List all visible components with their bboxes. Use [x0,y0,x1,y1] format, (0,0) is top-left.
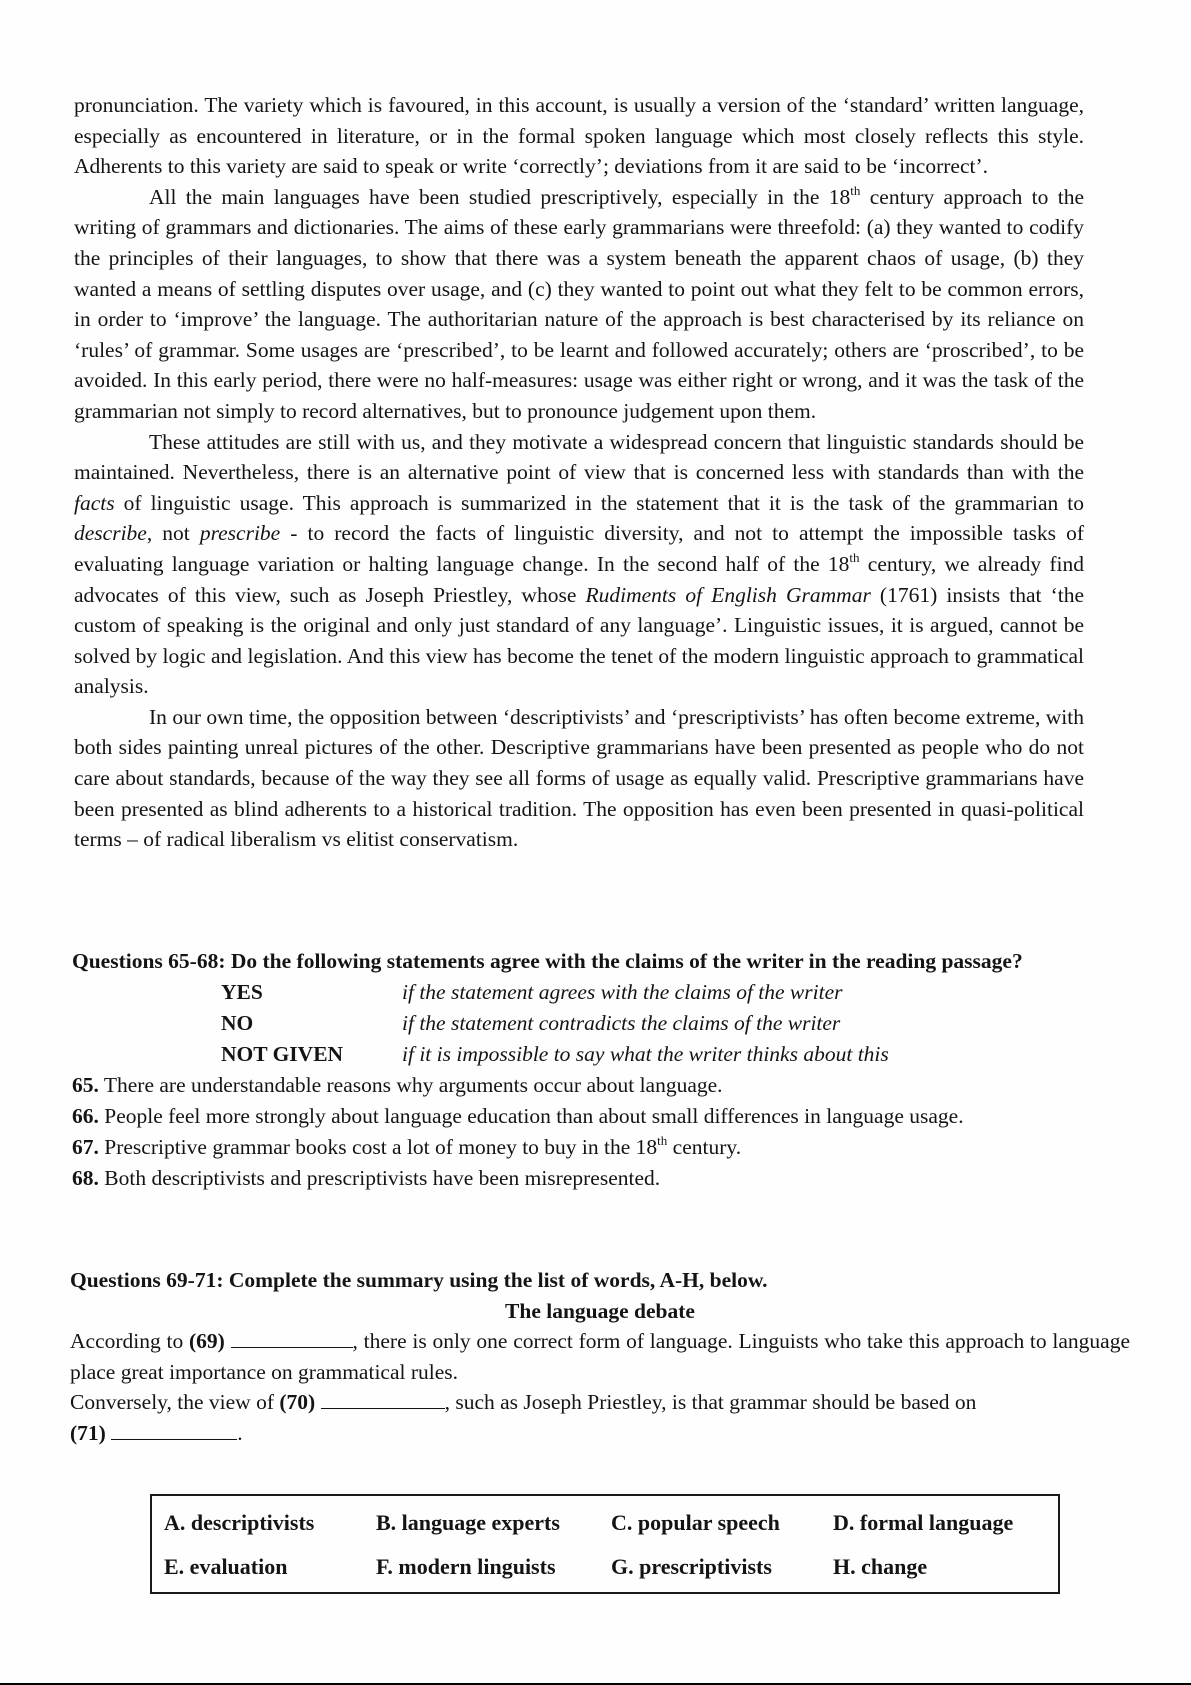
emphasized-text: facts [74,490,115,515]
paragraph-text: (1761) insists that ‘the custom of speaking is the original and only just standard of any language’. Linguistic issues, it is argued, cannot be solved by logic and legislation. And this view has become the tenet of the modern linguistic approach to grammatical analysis. [74,582,1084,699]
statement-number: 65. [72,1072,99,1097]
statement-68 [72,1163,1132,1194]
answer-blank-71[interactable] [111,1419,237,1440]
legend-key: YES [221,979,263,1004]
paragraph-text: century, we already find advocates of this view, such as Joseph Priestley, whose [74,551,1084,607]
questions-69-71-heading: Questions 69-71: Complete the summary using the list of words, A-H, below. [70,1268,768,1292]
paragraph-text: of linguistic usage. This approach is summarized in the statement that it is the task of the grammarian to [114,490,1084,515]
word-option-a: A. descriptivists [164,1510,315,1535]
word-option-f: F. modern linguists [376,1554,556,1579]
word-option-g: G. prescriptivists [611,1554,772,1579]
statement-number: 66. [72,1103,99,1128]
statement-65 [72,1070,1132,1101]
legend-row-not-given [221,1039,1132,1070]
legend-row-no [221,1008,1132,1039]
legend-row-yes [221,977,1132,1008]
summary-paragraph-1 [70,1326,1130,1387]
gap-number-69: (69) [188,1329,225,1353]
word-list-row [152,1501,1058,1545]
answer-key-legend [221,977,1132,1070]
summary-text: . [237,1420,243,1445]
word-option-c: C. popular speech [611,1510,780,1535]
summary-text: , there is only one correct form of language. Linguists who take this approach to language place great importance on grammatical rules. [70,1329,1130,1384]
summary-text: , such as Joseph Priestley, is that grammar should be based on [444,1390,977,1414]
emphasized-text: prescribe [199,521,281,546]
statement-list [72,1070,1132,1194]
word-list-row [152,1545,1058,1589]
gap-number-71: (71) [70,1420,106,1445]
passage-paragraph [74,90,1084,182]
questions-69-71-section [70,1265,1130,1448]
emphasized-text: Rudiments of English Grammar [585,582,871,607]
answer-blank-70[interactable] [321,1388,445,1409]
paragraph-text: century approach to the writing of grammars and dictionaries. The aims of these early grammarians were threefold: (a) they wanted to codify the principles of their languages, to show that there was a system beneath the apparent chaos of usage, (b) they wanted a means of settling disputes over usage, and (c) they wanted to point out what they felt to be common errors, in order to ‘improve’ the language. The authoritarian nature of the approach is best characterised by its reliance on ‘rules’ of grammar. Some usages are ‘prescribed’, to be learnt and followed accurately; others are ‘proscribed’, to be avoided. In this early period, there were no half-measures: usage was either right or wrong, and it was the task of the grammarian not simply to record alternatives, but to pronounce judgement upon them. [74,184,1085,423]
paragraph-text: All the main languages have been studied prescriptively, especially in the 18 [149,184,851,209]
passage-paragraph [74,702,1084,855]
summary-text: According to [70,1329,189,1353]
ordinal-superscript: th [657,1132,668,1148]
paragraph-text: These attitudes are still with us, and they motivate a widespread concern that linguistic standards should be maintained. Nevertheless, there is an alternative point of view that is concerned less with standards than with the [74,429,1084,485]
questions-65-68-heading: Questions 65-68: Do the following statements agree with the claims of the writer in the reading passage? [72,949,1023,973]
statement-text: Both descriptivists and prescriptivists have been misrepresented. [104,1165,661,1190]
legend-key: NOT GIVEN [221,1041,344,1066]
word-list-box [150,1494,1060,1594]
paragraph-text: , not [146,521,200,546]
passage-paragraph [74,182,1084,427]
word-option-h: H. change [833,1554,928,1579]
statement-67 [72,1132,1132,1163]
statement-text-part: century. [667,1134,742,1159]
statement-number: 68. [72,1165,99,1190]
gap-number-70: (70) [279,1390,316,1414]
ordinal-superscript: th [849,549,860,565]
emphasized-text: describe [74,521,147,546]
legend-description: if the statement agrees with the claims of the writer [402,979,843,1004]
statement-66 [72,1101,1132,1132]
word-option-e: E. evaluation [164,1554,288,1579]
ordinal-superscript: th [850,182,861,198]
statement-text-part: Prescriptive grammar books cost a lot of money to buy in the 18 [104,1134,658,1159]
summary-title: The language debate [505,1298,695,1323]
passage-paragraph [74,427,1084,702]
paragraph-text: pronunciation. The variety which is favoured, in this account, is usually a version of the ‘standard’ written language, especially as encountered in literature, or in the formal spoken language which most closely reflects this style. Adherents to this variety are said to speak or write ‘correctly’; deviations from it are said to be ‘incorrect’. [74,93,1084,179]
legend-description: if it is impossible to say what the writer thinks about this [402,1041,889,1066]
word-option-b: B. language experts [376,1510,560,1535]
summary-text: Conversely, the view of [70,1390,280,1414]
summary-paragraph-3 [70,1418,1130,1449]
reading-passage [74,90,1084,855]
paragraph-text: In our own time, the opposition between ‘descriptivists’ and ‘prescriptivists’ has often become extreme, with both sides painting unreal pictures of the other. Descriptive grammarians have been presented as people who do not care about standards, because of the way they see all forms of usage as equally valid. Prescriptive grammarians have been presented as blind adherents to a historical tradition. The opposition has even been presented in quasi-political terms – of radical liberalism vs elitist conservatism. [74,704,1084,852]
statement-text: People feel more strongly about language education than about small differences in language usage. [104,1103,964,1128]
answer-blank-69[interactable] [231,1327,353,1348]
summary-paragraph-2 [70,1387,1130,1418]
statement-text: There are understandable reasons why arguments occur about language. [103,1072,723,1097]
word-option-d: D. formal language [833,1510,1014,1535]
statement-text [104,1132,742,1159]
paragraph-text: - to record the facts of linguistic diversity, and not to attempt the impossible tasks of evaluating language variation or halting language change. In the second half of the 18 [74,521,1084,576]
questions-65-68-section [72,946,1132,1194]
statement-number: 67. [72,1134,99,1159]
legend-description: if the statement contradicts the claims of the writer [402,1010,841,1035]
legend-key: NO [221,1010,254,1035]
